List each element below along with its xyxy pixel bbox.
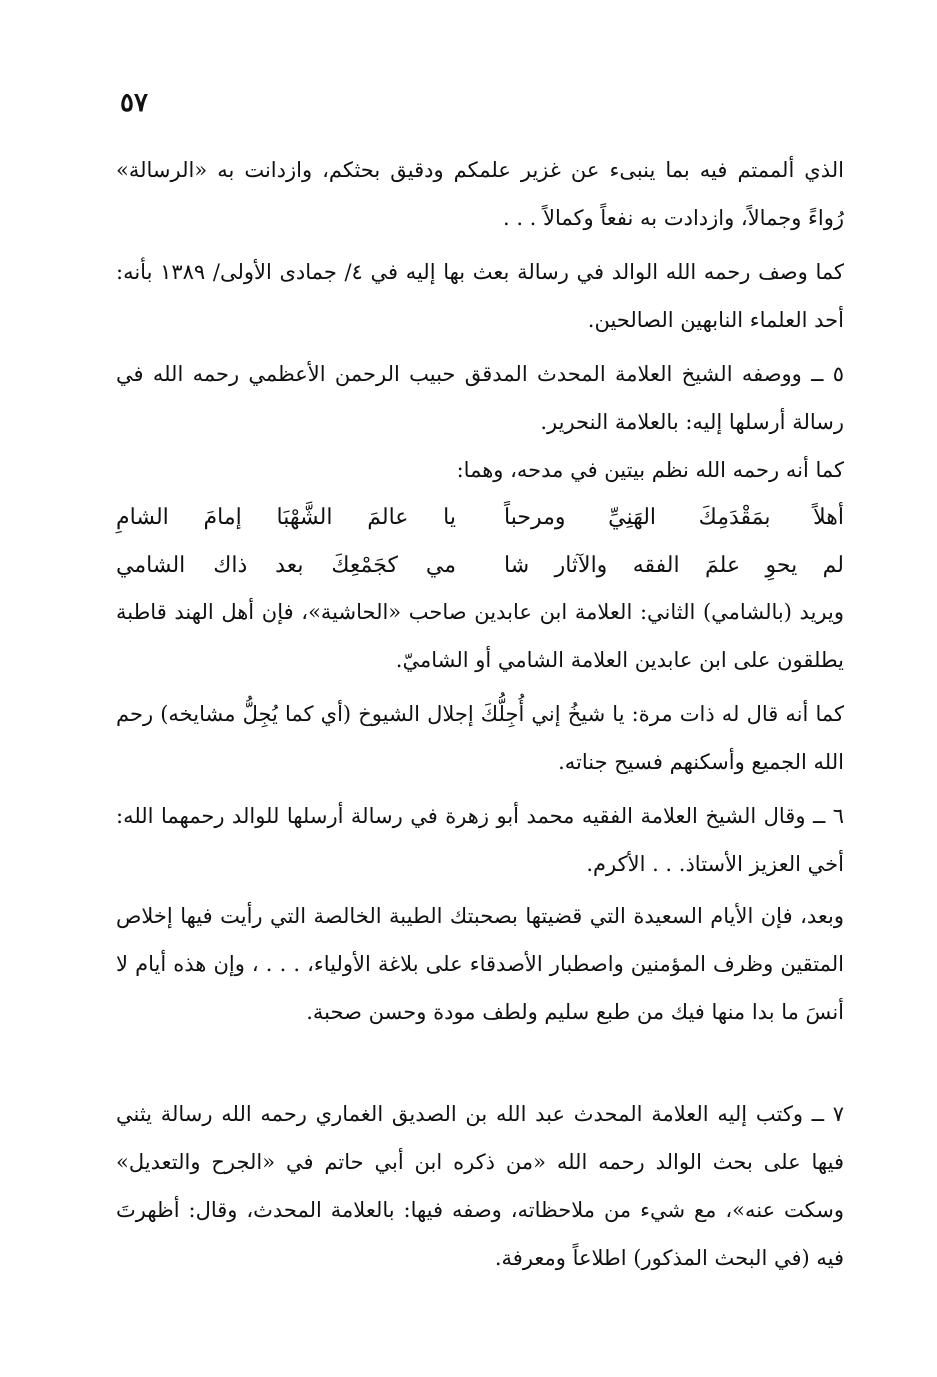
paragraph-letter-body bbox=[116, 892, 844, 1036]
paragraph-poem-intro bbox=[116, 446, 844, 494]
paragraph: ٧ ــ وكتب إليه العلامة المحدث عبد الله بن الصديق الغماري رحمه الله رسالة يثني فيها على بحث الوالد رحمه الله «من ذكره ابن أبي حاتم في «الجرح والتعديل» وسكت عنه»، مع شيء من ملاحظاته، وصفه فيها: بالعلامة المحدث، وقال: أظهرتَ فيه (في البحث المذكور) اطلاعاً ومعرفة. bbox=[116, 1102, 844, 1270]
paragraph: كما أنه رحمه الله نظم بيتين في مدحه، وهما: bbox=[456, 458, 844, 482]
paragraph-description bbox=[116, 248, 844, 344]
paragraph: وبعد، فإن الأيام السعيدة التي قضيتها بصحبتك الطيبة الخالصة التي رأيت فيها إخلاص المتقين وظرف المؤمنين واصطبار الأصدقاء على بلاغة الأولياء، . . . ، وإن هذه أيام لا أنسَ ما بدا منها فيك من طبع سليم ولطف مودة وحسن صحبة. bbox=[116, 904, 844, 1024]
poem-hemistich-second: يا عالمَ الشَّهْبَا إمامَ الشامِ bbox=[116, 505, 456, 530]
page-number: ٥٧ bbox=[120, 88, 148, 118]
poem-verse-1 bbox=[116, 494, 844, 542]
paragraph-item-6 bbox=[116, 792, 844, 888]
paragraph: الذي ألممتم فيه بما ينبىء عن غزير علمكم ودقيق بحثكم، وازدانت به «الرسالة» رُواءً وجمالاً، وازدادت به نفعاً وكمالاً . . . bbox=[116, 158, 844, 230]
poem-hemistich-first: أهلاً بمَقْدَمِكَ الهَنِيِّ ومرحباً bbox=[504, 505, 844, 530]
paragraph-quote bbox=[116, 690, 844, 786]
poem-verse-2 bbox=[116, 542, 844, 590]
paragraph-letter-excerpt bbox=[116, 146, 844, 242]
paragraph-item-5 bbox=[116, 350, 844, 446]
poem-hemistich-first: لم يحوِ علمَ الفقه والآثار شا bbox=[504, 553, 844, 578]
paragraph-item-7 bbox=[116, 1090, 844, 1282]
paragraph-shami-note bbox=[116, 588, 844, 684]
paragraph: ويريد (بالشامي) الثاني: العلامة ابن عابدين صاحب «الحاشية»، فإن أهل الهند قاطبة يطلقون على ابن عابدين العلامة الشامي أو الشاميّ. bbox=[116, 600, 844, 672]
paragraph: ٥ ــ ووصفه الشيخ العلامة المحدث المدقق حبيب الرحمن الأعظمي رحمه الله في رسالة أرسلها إليه: بالعلامة النحرير. bbox=[116, 362, 844, 434]
paragraph: ٦ ــ وقال الشيخ العلامة الفقيه محمد أبو زهرة في رسالة أرسلها للوالد رحمهما الله: أخي العزيز الأستاذ. . . الأكرم. bbox=[116, 804, 844, 876]
paragraph: كما أنه قال له ذات مرة: يا شيخُ إني أُجِلُّكَ إجلال الشيوخ (أي كما يُجِلُّ مشايخه) رحم الله الجميع وأسكنهم فسيح جناته. bbox=[116, 702, 844, 774]
poem-hemistich-second: مي كجَمْعِكَ بعد ذاك الشامي bbox=[116, 553, 456, 578]
paragraph: كما وصف رحمه الله الوالد في رسالة بعث بها إليه في ٤/ جمادى الأولى/ ١٣٨٩ بأنه: أحد العلماء النابهين الصالحين. bbox=[116, 260, 844, 332]
